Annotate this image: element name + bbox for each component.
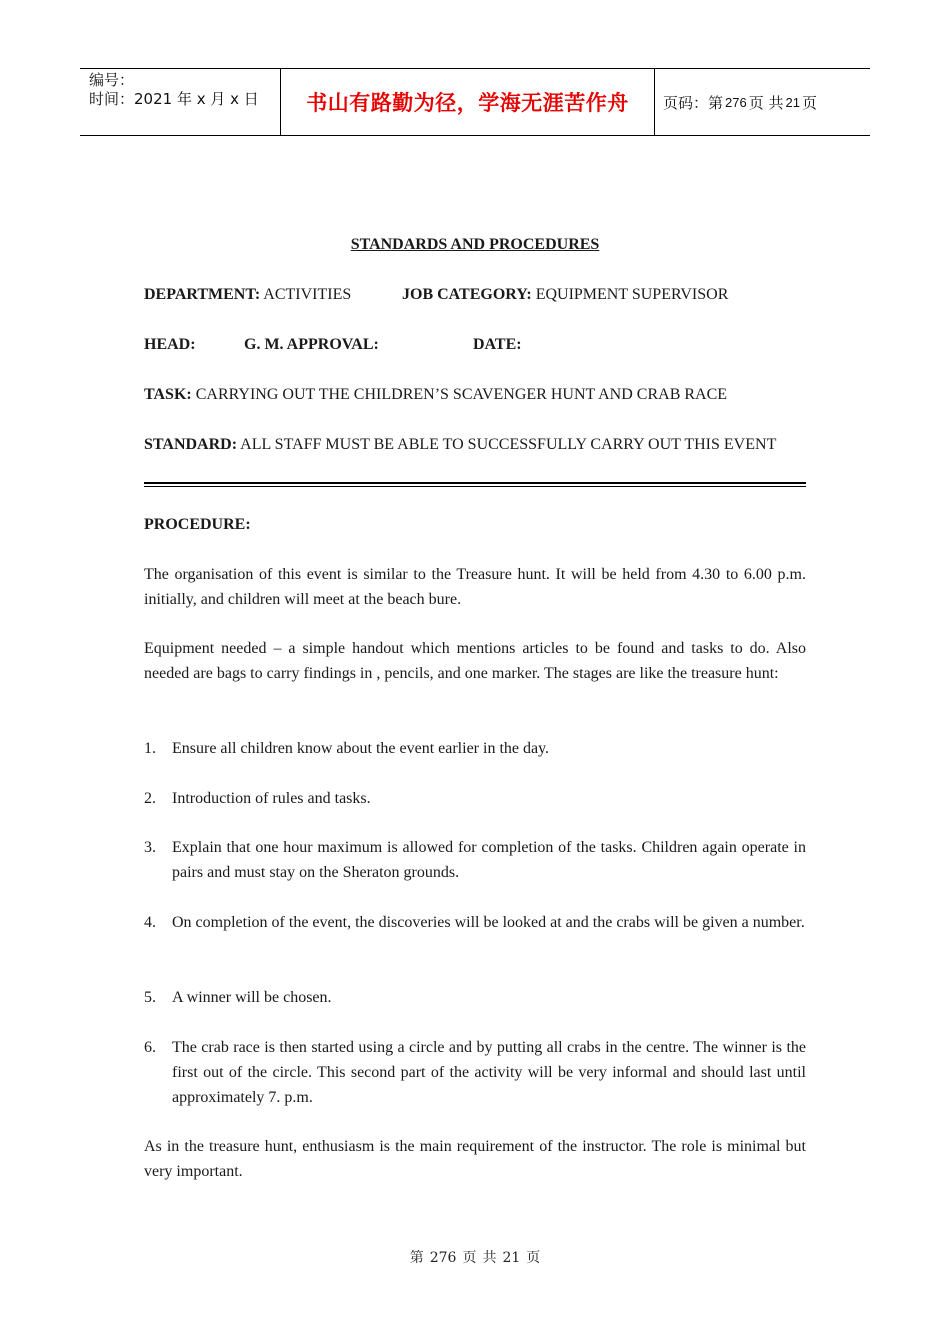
list-item-number: 6.: [144, 1039, 156, 1056]
page-footer: [0, 1247, 950, 1267]
list-item-text: The crab race is then started using a circle and by putting all crabs in the centre. The winner is the first out of the circle. This second part of the activity will be very informal and should last until approximately 7. p.m.: [172, 1039, 806, 1106]
list-item-number: 1.: [144, 740, 156, 757]
header-number-label: 编号：: [89, 71, 135, 89]
list-item-text: Introduction of rules and tasks.: [172, 790, 371, 807]
standard-line: [144, 436, 776, 454]
document-title: STANDARDS AND PROCEDURES: [350, 236, 600, 253]
department-label: DEPARTMENT:: [144, 286, 261, 303]
list-item-number: 4.: [144, 914, 156, 931]
header-meta: [80, 69, 281, 135]
list-item-number: 2.: [144, 790, 156, 807]
task-label: TASK:: [144, 386, 192, 403]
page-header: [80, 68, 870, 136]
list-item-number: 5.: [144, 989, 156, 1006]
divider-bottom: [144, 486, 806, 487]
gm-approval-label: G. M. APPROVAL:: [244, 336, 379, 353]
standard-value: ALL STAFF MUST BE ABLE TO SUCCESSFULLY CARRY OUT THIS EVENT: [240, 436, 777, 453]
header-page-total: 21: [785, 94, 800, 110]
list-item-text: Ensure all children know about the event earlier in the day.: [172, 740, 550, 757]
footer-ye-end: 页: [526, 1250, 541, 1266]
header-page-prefix: 页码：第: [663, 93, 724, 112]
header-page-current: 276: [725, 94, 747, 110]
task-value: CARRYING OUT THE CHILDREN’S SCAVENGER HUNT AND CRAB RACE: [195, 386, 728, 403]
list-item: [144, 736, 806, 761]
footer-current-page: 276: [429, 1250, 457, 1266]
task-line: [144, 386, 727, 404]
list-item-text: Explain that one hour maximum is allowed for completion of the tasks. Children again operate in pairs and must stay on the Sheraton grounds.: [172, 839, 806, 881]
footer-di: 第: [409, 1250, 424, 1266]
standard-label: STANDARD:: [144, 436, 238, 453]
paragraph-equipment: Equipment needed – a simple handout which mentions articles to be found and tasks to do. Also needed are bags to carry findings in , pencils, and one marker. The stages are like the treasure hunt:: [144, 640, 806, 682]
footer-gong: 共: [482, 1250, 497, 1266]
paragraph-closing: As in the treasure hunt, enthusiasm is the main requirement of the instructor. The role is minimal but very important.: [144, 1138, 806, 1180]
list-item-text: On completion of the event, the discoveries will be looked at and the crabs will be given a number.: [172, 914, 805, 931]
footer-ye: 页: [462, 1250, 477, 1266]
divider-top: [144, 482, 806, 484]
footer-total-pages: 21: [502, 1250, 521, 1266]
header-time-label: 时间：2021 年 x 月 x 日: [89, 90, 259, 108]
list-item: [144, 910, 806, 935]
list-item: [144, 786, 806, 811]
head-label: HEAD:: [144, 336, 196, 353]
header-page-info: [655, 69, 870, 135]
procedure-label: PROCEDURE:: [144, 516, 251, 533]
job-category-line: [402, 286, 728, 304]
list-item-number: 3.: [144, 839, 156, 856]
department-line: [144, 286, 351, 304]
list-item: [144, 835, 806, 885]
list-item: [144, 1035, 806, 1110]
list-item: [144, 985, 806, 1010]
list-item-text: A winner will be chosen.: [172, 989, 332, 1006]
department-value: ACTIVITIES: [263, 286, 352, 303]
job-category-value: EQUIPMENT SUPERVISOR: [535, 286, 729, 303]
date-label: DATE:: [473, 336, 522, 353]
paragraph-intro: The organisation of this event is similar to the Treasure hunt. It will be held from 4.30 to 6.00 p.m. initially, and children will meet at the beach bure.: [144, 566, 806, 608]
header-page-suffix: 页: [801, 93, 817, 112]
header-motto: 书山有路勤为径，学海无涯苦作舟: [281, 69, 655, 135]
job-category-label: JOB CATEGORY:: [402, 286, 532, 303]
header-page-mid: 页 共: [748, 93, 784, 112]
